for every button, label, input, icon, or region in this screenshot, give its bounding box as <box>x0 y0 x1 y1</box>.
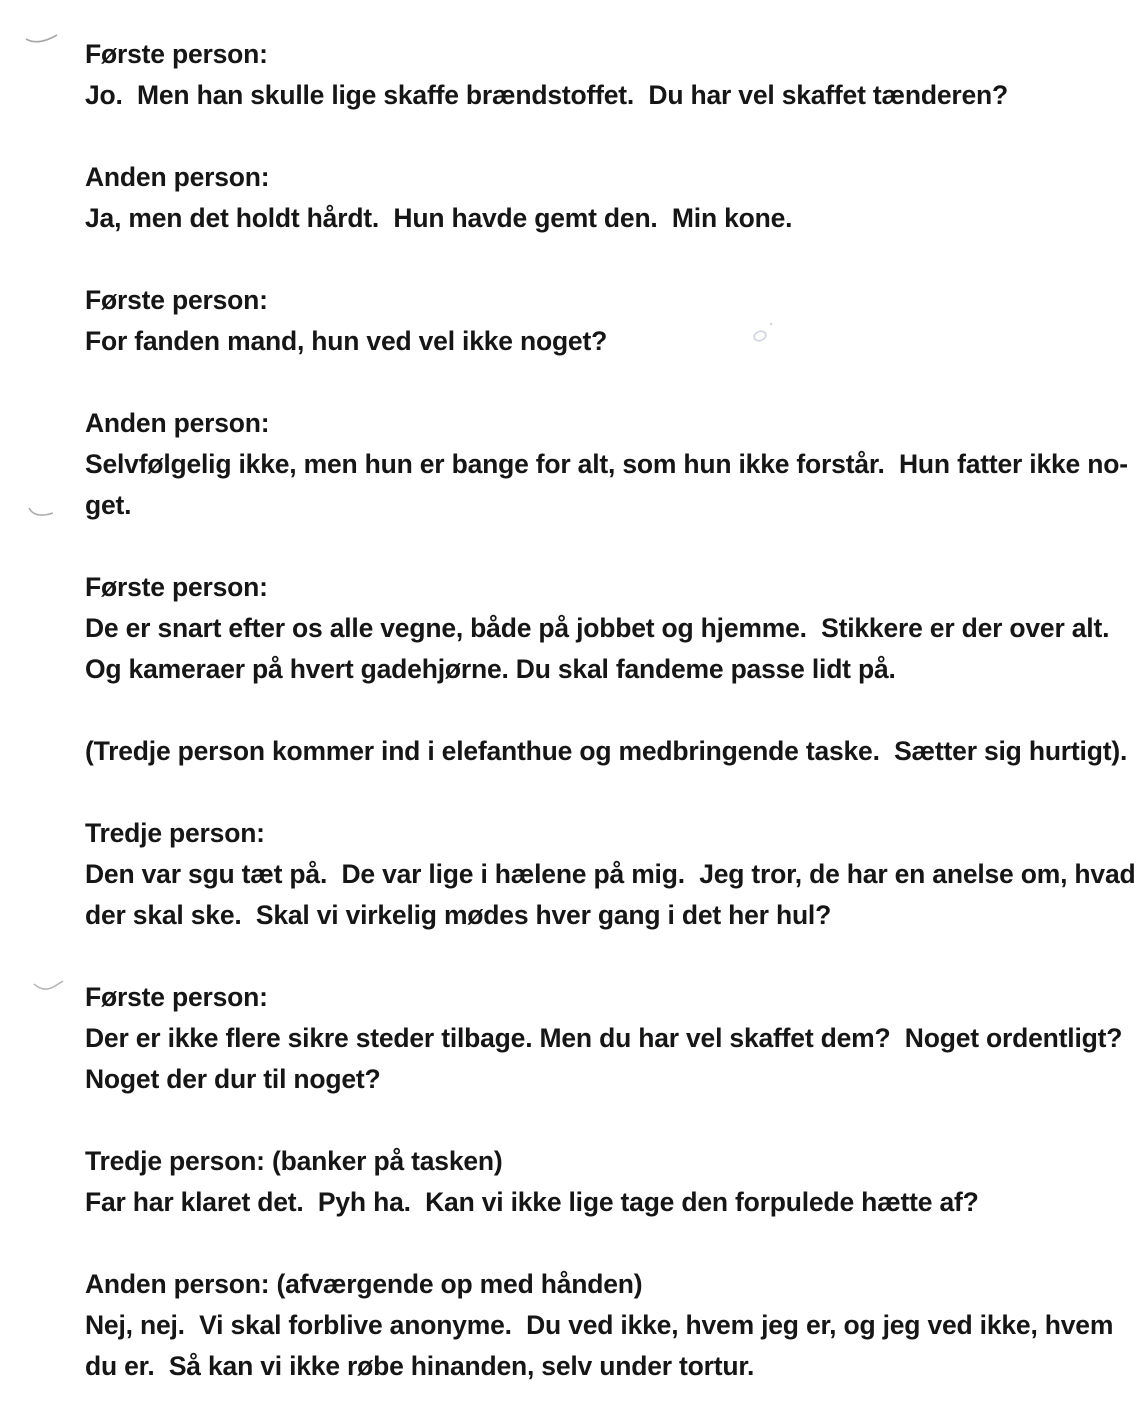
dialogue-line: der skal ske. Skal vi virkelig mødes hver gang i det her hul? <box>85 900 832 930</box>
speaker-heading: Tredje person: <box>85 818 265 848</box>
dialogue-line: Og kameraer på hvert gadehjørne. Du skal fandeme passe lidt på. <box>85 654 896 684</box>
speaker-heading: Første person: <box>85 285 268 315</box>
dialogue-line: Jo. Men han skulle lige skaffe brændstoffet. Du har vel skaffet tænderen? <box>85 80 1009 110</box>
dialogue-line: Selvfølgelig ikke, men hun er bange for alt, som hun ikke forstår. Hun fatter ikke no- <box>85 449 1128 479</box>
dialogue-line: Far har klaret det. Pyh ha. Kan vi ikke lige tage den forpulede hætte af? <box>85 1187 979 1217</box>
pen-mark-icon <box>24 32 60 48</box>
dialogue-block <box>85 813 1136 936</box>
dialogue-line: get. <box>85 490 132 520</box>
speaker-heading: Anden person: (afværgende op med hånden) <box>85 1269 643 1299</box>
dialogue-line: For fanden mand, hun ved vel ikke noget? <box>85 326 608 356</box>
speaker-heading: Første person: <box>85 572 268 602</box>
dialogue-block <box>85 567 1110 690</box>
dialogue-line: Noget der dur til noget? <box>85 1064 381 1094</box>
dialogue-line: Der er ikke flere sikre steder tilbage. Men du har vel skaffet dem? Noget ordentligt? <box>85 1023 1123 1053</box>
dialogue-line: De er snart efter os alle vegne, både på jobbet og hjemme. Stikkere er der over alt. <box>85 613 1110 643</box>
speaker-heading: Anden person: <box>85 162 270 192</box>
dialogue-line: du er. Så kan vi ikke røbe hinanden, selv under tortur. <box>85 1351 755 1381</box>
dialogue-block <box>85 1141 1107 1223</box>
pen-mark-icon <box>32 978 66 996</box>
stage-direction-line: (Tredje person kommer ind i elefanthue og medbringende taske. Sætter sig hurtigt). <box>85 736 1128 766</box>
dialogue-line: Nej, nej. Vi skal forblive anonyme. Du ved ikke, hvem jeg er, og jeg ved ikke, hvem <box>85 1310 1114 1340</box>
dialogue-blocks <box>85 34 1136 1387</box>
dialogue-block <box>85 280 1107 362</box>
dialogue-block <box>85 34 1107 116</box>
dialogue-line: Den var sgu tæt på. De var lige i hælene på mig. Jeg tror, de har en anelse om, hvad <box>85 859 1136 889</box>
dialogue-block <box>85 157 1107 239</box>
stage-direction-block <box>85 731 1128 772</box>
dialogue-line: Ja, men det holdt hårdt. Hun havde gemt den. Min kone. <box>85 203 793 233</box>
pen-mark-icon <box>27 504 59 522</box>
dialogue-block <box>85 1264 1114 1387</box>
speaker-heading: Anden person: <box>85 408 270 438</box>
speaker-heading: Tredje person: (banker på tasken) <box>85 1146 503 1176</box>
speaker-heading: Første person: <box>85 39 268 69</box>
dialogue-block <box>85 403 1128 526</box>
dialogue-block <box>85 977 1123 1100</box>
speaker-heading: Første person: <box>85 982 268 1012</box>
